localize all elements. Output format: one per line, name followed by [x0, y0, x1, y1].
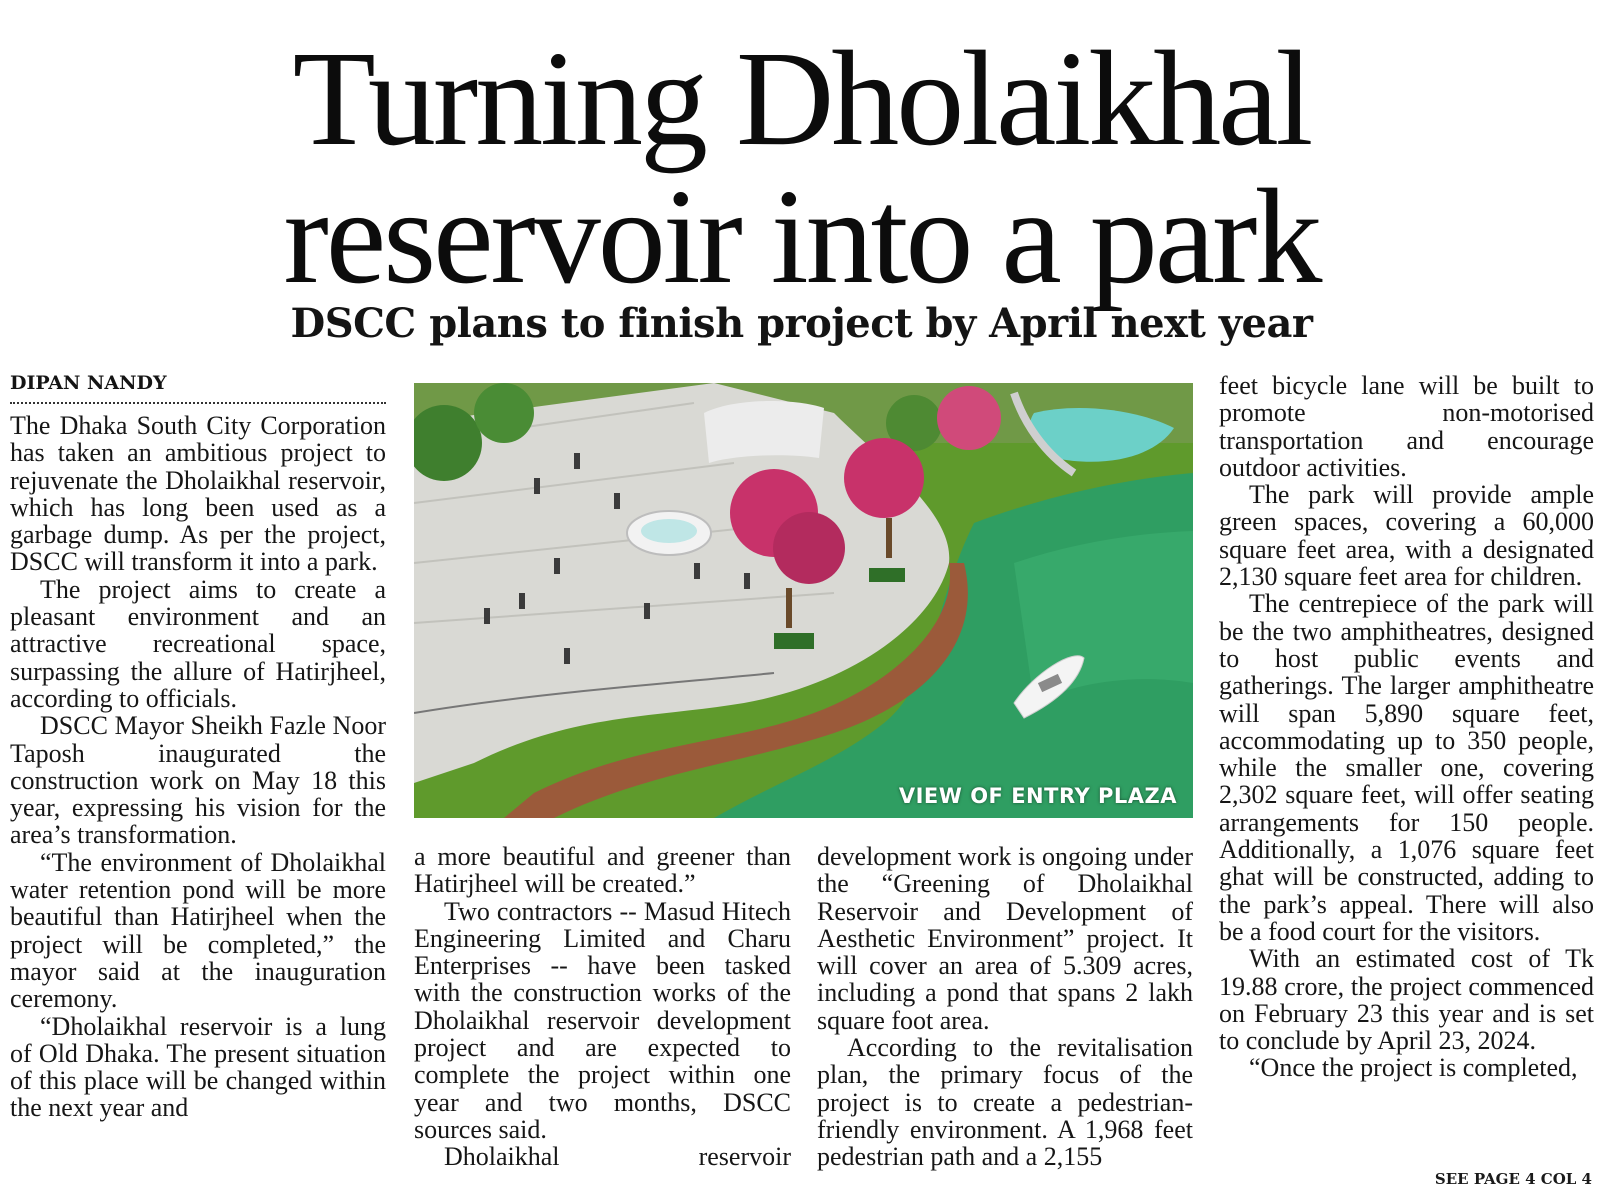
byline: DIPAN NANDY [10, 371, 386, 404]
article-column-1 [10, 412, 386, 1122]
headline-line-1: Turning Dholaikhal [292, 24, 1311, 174]
paragraph: “The environment of Dholaikhal water retention pond will be more beautiful than Hatirjheel when the project will be completed,” the mayor said at the inauguration ceremony. [10, 847, 386, 1014]
article-column-2 [414, 843, 791, 1171]
paragraph: “Once the project is completed, [1249, 1053, 1578, 1083]
continuation-jump-line[interactable]: SEE PAGE 4 COL 4 [1434, 1170, 1592, 1188]
subheadline: DSCC plans to finish project by April next year [290, 300, 1313, 347]
paragraph: The Dhaka South City Corporation has taken an ambitious project to rejuvenate the Dholaikhal reservoir, which has long been used as a garbage dump. As per the project, DSCC will transform it into a park. [10, 411, 386, 577]
paragraph: The centrepiece of the park will be the two amphitheatres, designed to host public events and gatherings. The larger amphitheatre will span 5,890 square feet, accommodating up to 350 people, while the smaller one, covering 2,302 square feet, will offer seating arrangements for 150 people. Additionally, a 1,076 square feet ghat will be constructed, adding to the park’s appeal. There will also be a food court for the visitors. [1219, 589, 1594, 946]
park-illustration [414, 383, 1193, 818]
headline [0, 24, 1603, 312]
photo-caption: VIEW OF ENTRY PLAZA [898, 784, 1177, 808]
paragraph: feet bicycle lane will be built to promote non-motorised transportation and encourage outdoor activities. [1219, 371, 1594, 482]
paragraph: development work is ongoing under the “Greening of Dholaikhal Reservoir and Development of Aesthetic Environment” project. It will cover an area of 5.309 acres, including a pond that spans 2 lakh square foot area. [817, 842, 1193, 1035]
paragraph: Dholaikhal reservoir [444, 1142, 791, 1172]
paragraph: “Dholaikhal reservoir is a lung of Old Dhaka. The present situation of this place will be changed within the next year and [10, 1011, 386, 1123]
paragraph: a more beautiful and greener than Hatirjheel will be created.” [414, 842, 791, 899]
paragraph: DSCC Mayor Sheikh Fazle Noor Taposh inaugurated the construction work on May 18 this year, expressing his vision for the area’s transformation. [10, 711, 386, 850]
paragraph: Two contractors -- Masud Hitech Engineering Limited and Charu Enterprises -- have been tasked with the construction works of the Dholaikhal reservoir development project and are expected to complete the project within one year and two months, DSCC sources said. [414, 896, 791, 1144]
headline-line-2: reservoir into a park [283, 162, 1320, 312]
article-column-3 [817, 843, 1193, 1171]
entry-plaza-rendering [414, 383, 1193, 818]
article-column-4 [1219, 372, 1594, 1082]
paragraph: The park will provide ample green spaces, covering a 60,000 square feet area, with a designated 2,130 square feet area for children. [1219, 480, 1594, 592]
paragraph: With an estimated cost of Tk 19.88 crore, the project commenced on February 23 this year and is set to conclude by April 23, 2024. [1219, 944, 1594, 1056]
paragraph: The project aims to create a pleasant environment and an attractive recreational space, surpassing the allure of Hatirjheel, according to officials. [10, 574, 386, 713]
paragraph: According to the revitalisation plan, the primary focus of the project is to create a pedestrian-friendly environment. A 1,968 feet pedestrian path and a 2,155 [817, 1033, 1193, 1172]
